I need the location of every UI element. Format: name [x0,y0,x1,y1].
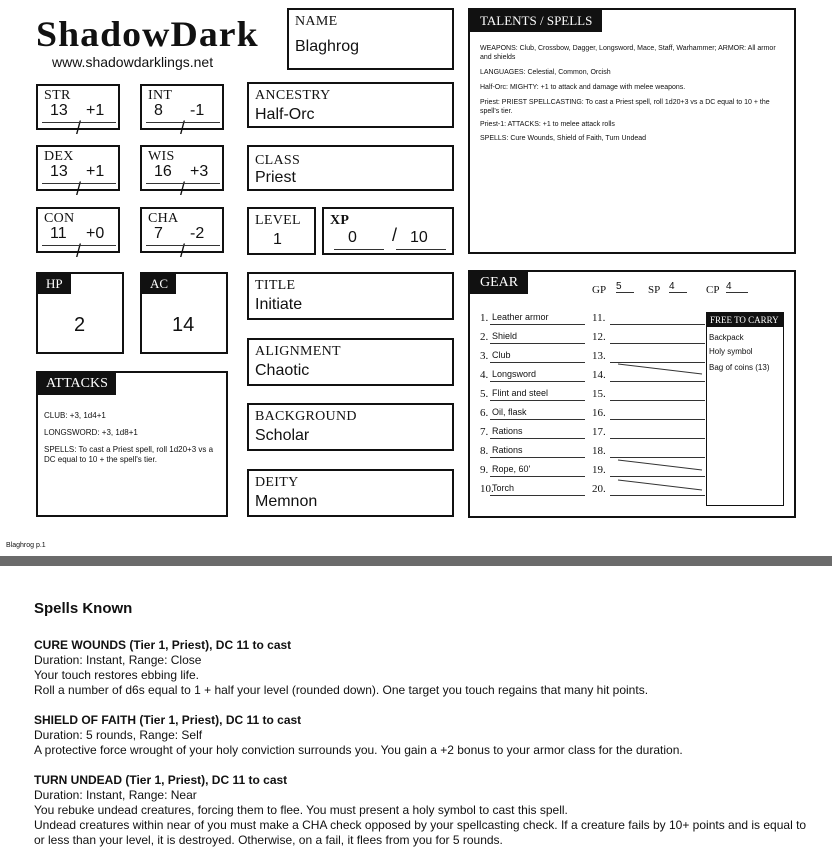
stat-score[interactable]: 11 [50,225,67,242]
gear-slot-item[interactable]: Leather armor [492,312,549,322]
talent-line: Priest: PRIEST SPELLCASTING: To cast a Priest spell, roll 1d20+3 vs a DC equal to 10 + the spell's tier. [480,99,770,115]
class-label: CLASS [255,153,301,168]
xp-box: XP 0 / 10 [322,207,454,255]
spell-turn-undead [34,773,814,848]
level-box [247,207,316,255]
gear-slot-item[interactable]: Rations [492,426,523,436]
name-box [287,8,454,70]
deity-value[interactable]: Memnon [255,493,318,510]
xp-label: XP [330,213,350,228]
ac-label: AC [142,274,176,294]
free-item[interactable]: Backpack [709,333,744,342]
xp-current[interactable]: 0 [348,229,357,246]
title-box [247,272,454,320]
spell-title: CURE WOUNDS (Tier 1, Priest), DC 11 to cast [34,638,292,652]
background-box [247,403,454,451]
stat-mod[interactable]: +0 [86,225,105,242]
gear-slot-number: 14. [592,369,606,381]
page-footer: Blaghrog p.1 [6,542,46,549]
gear-slot-number: 3. [480,350,489,362]
talents-box [468,8,796,254]
logo-title: ShadowDark [36,14,259,54]
gear-slot-item[interactable]: Torch [492,483,515,493]
gear-slot-number: 7. [480,426,489,438]
attack-line: CLUB: +3, 1d4+1 [44,411,106,420]
ancestry-box [247,82,454,128]
cp-label: CP [706,284,720,296]
talent-line: Priest-1: ATTACKS: +1 to melee attack rolls [480,121,615,128]
ancestry-label: ANCESTRY [255,88,331,103]
talent-line: Half-Orc: MIGHTY: +1 to attack and damage with melee weapons. [480,84,686,91]
spell-title: TURN UNDEAD (Tier 1, Priest), DC 11 to cast [34,773,288,787]
stat-label: CON [44,211,75,226]
cp-value[interactable]: 4 [726,281,748,293]
class-box [247,145,454,191]
stat-wis: WIS 16 / +3 [140,145,224,191]
stat-label: WIS [148,149,175,164]
talents-label: TALENTS / SPELLS [470,10,602,32]
gear-slot-number: 18. [592,445,606,457]
stat-score[interactable]: 13 [50,102,68,119]
stat-label: DEX [44,149,74,164]
gear-slot-number: 4. [480,369,489,381]
website-url: www.shadowdarklings.net [52,54,214,70]
spell-line: Undead creatures within near of you must make a CHA check opposed by your spellcasting check. If a creature fails by 10+ points and is equal to or less than your level, it is destroyed. Otherwise, on a fail, it flees from you for 5 rounds. [34,818,807,847]
gear-slot-item[interactable]: Oil, flask [492,407,527,417]
attack-line: LONGSWORD: +3, 1d8+1 [44,428,138,437]
alignment-label: ALIGNMENT [255,344,341,359]
attacks-box [36,371,228,517]
gear-slot-number: 2. [480,331,489,343]
gear-slot-number: 6. [480,407,489,419]
gear-slot-item[interactable]: Rations [492,445,523,455]
gear-slot-number: 1. [480,312,489,324]
stat-score[interactable]: 16 [154,163,172,180]
talent-line: WEAPONS: Club, Crossbow, Dagger, Longsword, Mace, Staff, Warhammer; ARMOR: All armor and shields [480,45,776,61]
gear-slot-item[interactable]: Flint and steel [492,388,549,398]
stat-str: STR 13 / +1 [36,84,120,130]
sp-value[interactable]: 4 [669,281,687,293]
free-to-carry-box [706,312,784,506]
spell-line: A protective force wrought of your holy conviction surrounds you. You gain a +2 bonus to your armor class for the duration. [34,743,683,757]
slot-strikeout-lines [610,360,706,500]
stat-label: INT [148,88,173,103]
gear-label: GEAR [470,272,528,294]
talent-line: SPELLS: Cure Wounds, Shield of Faith, Turn Undead [480,135,647,142]
background-label: BACKGROUND [255,409,357,424]
gear-box [468,270,796,518]
stat-con: CON 11 / +0 [36,207,120,253]
ancestry-value[interactable]: Half-Orc [255,106,315,123]
xp-max[interactable]: 10 [410,229,428,246]
gear-slot-number: 16. [592,407,606,419]
stat-mod[interactable]: -1 [190,102,205,119]
spell-meta: Duration: 5 rounds, Range: Self [34,728,203,742]
stat-mod[interactable]: +3 [190,163,209,180]
deity-label: DEITY [255,475,299,490]
gear-slot-number: 15. [592,388,606,400]
stat-score[interactable]: 7 [154,225,163,242]
spell-line: Your touch restores ebbing life. [34,668,199,682]
gear-slot-number: 12. [592,331,606,343]
gear-slot-number: 20. [592,483,606,495]
hp-value[interactable]: 2 [74,314,86,336]
gear-slot-number: 9. [480,464,489,476]
spells-known-heading: Spells Known [34,600,133,617]
hp-box [36,272,124,354]
gear-slot-number: 17. [592,426,606,438]
name-label: NAME [295,14,338,29]
alignment-box [247,338,454,386]
stat-score[interactable]: 13 [50,163,68,180]
logo [36,12,276,58]
sp-label: SP [648,284,661,296]
spell-meta: Duration: Instant, Range: Near [34,788,197,802]
stat-int: INT 8 / -1 [140,84,224,130]
ac-box [140,272,228,354]
free-item[interactable]: Holy symbol [709,347,753,356]
gear-slot-item[interactable]: Rope, 60' [492,464,531,474]
level-value[interactable]: 1 [273,231,282,248]
stat-label: STR [44,88,71,103]
gear-slot-number: 8. [480,445,489,457]
gear-slot-item[interactable]: Longsword [492,369,537,379]
free-item[interactable]: Bag of coins (13) [709,363,770,372]
gear-slot-item[interactable]: Shield [492,331,518,341]
spell-cure-wounds [34,638,814,698]
stat-score[interactable]: 8 [154,102,163,119]
level-label: LEVEL [255,213,301,228]
alignment-value[interactable]: Chaotic [255,362,310,379]
gp-value[interactable]: 5 [616,281,634,293]
gear-slot-number: 19. [592,464,606,476]
spell-line: Roll a number of d6s equal to 1 + half your level (rounded down). One target you touch regains that many hit points. [34,683,649,697]
stat-label: CHA [148,211,179,226]
gp-label: GP [592,284,607,296]
gear-slot-number: 11. [592,312,606,324]
spell-line: You rebuke undead creatures, forcing them to flee. You must present a holy symbol to cast this spell. [34,803,568,817]
stat-mod[interactable]: +1 [86,102,105,119]
background-value[interactable]: Scholar [255,427,310,444]
attack-line: SPELLS: To cast a Priest spell, roll 1d20+3 vs a DC equal to 10 + the spell's tier. [44,445,214,464]
stat-dex: DEX 13 / +1 [36,145,120,191]
gear-slot-number: 13. [592,350,606,362]
page-separator [0,556,832,566]
talent-line: LANGUAGES: Celestial, Common, Orcish [480,69,611,76]
title-value[interactable]: Initiate [255,296,303,313]
spell-meta: Duration: Instant, Range: Close [34,653,202,667]
stat-mod[interactable]: -2 [190,225,205,242]
stat-cha: CHA 7 / -2 [140,207,224,253]
free-to-carry-label: FREE TO CARRY [707,313,783,327]
title-label: TITLE [255,278,296,293]
name-value[interactable]: Blaghrog [295,38,360,55]
spell-title: SHIELD OF FAITH (Tier 1, Priest), DC 11 to cast [34,713,302,727]
hp-label: HP [38,274,71,294]
deity-box [247,469,454,517]
spell-shield-of-faith [34,713,814,758]
ac-value[interactable]: 14 [172,314,195,336]
stat-mod[interactable]: +1 [86,163,105,180]
class-value[interactable]: Priest [255,169,296,186]
gear-slot-item[interactable]: Club [492,350,511,360]
attacks-label: ATTACKS [38,373,116,395]
gear-slot-number: 10. [480,483,494,495]
gear-slot-number: 5. [480,388,489,400]
